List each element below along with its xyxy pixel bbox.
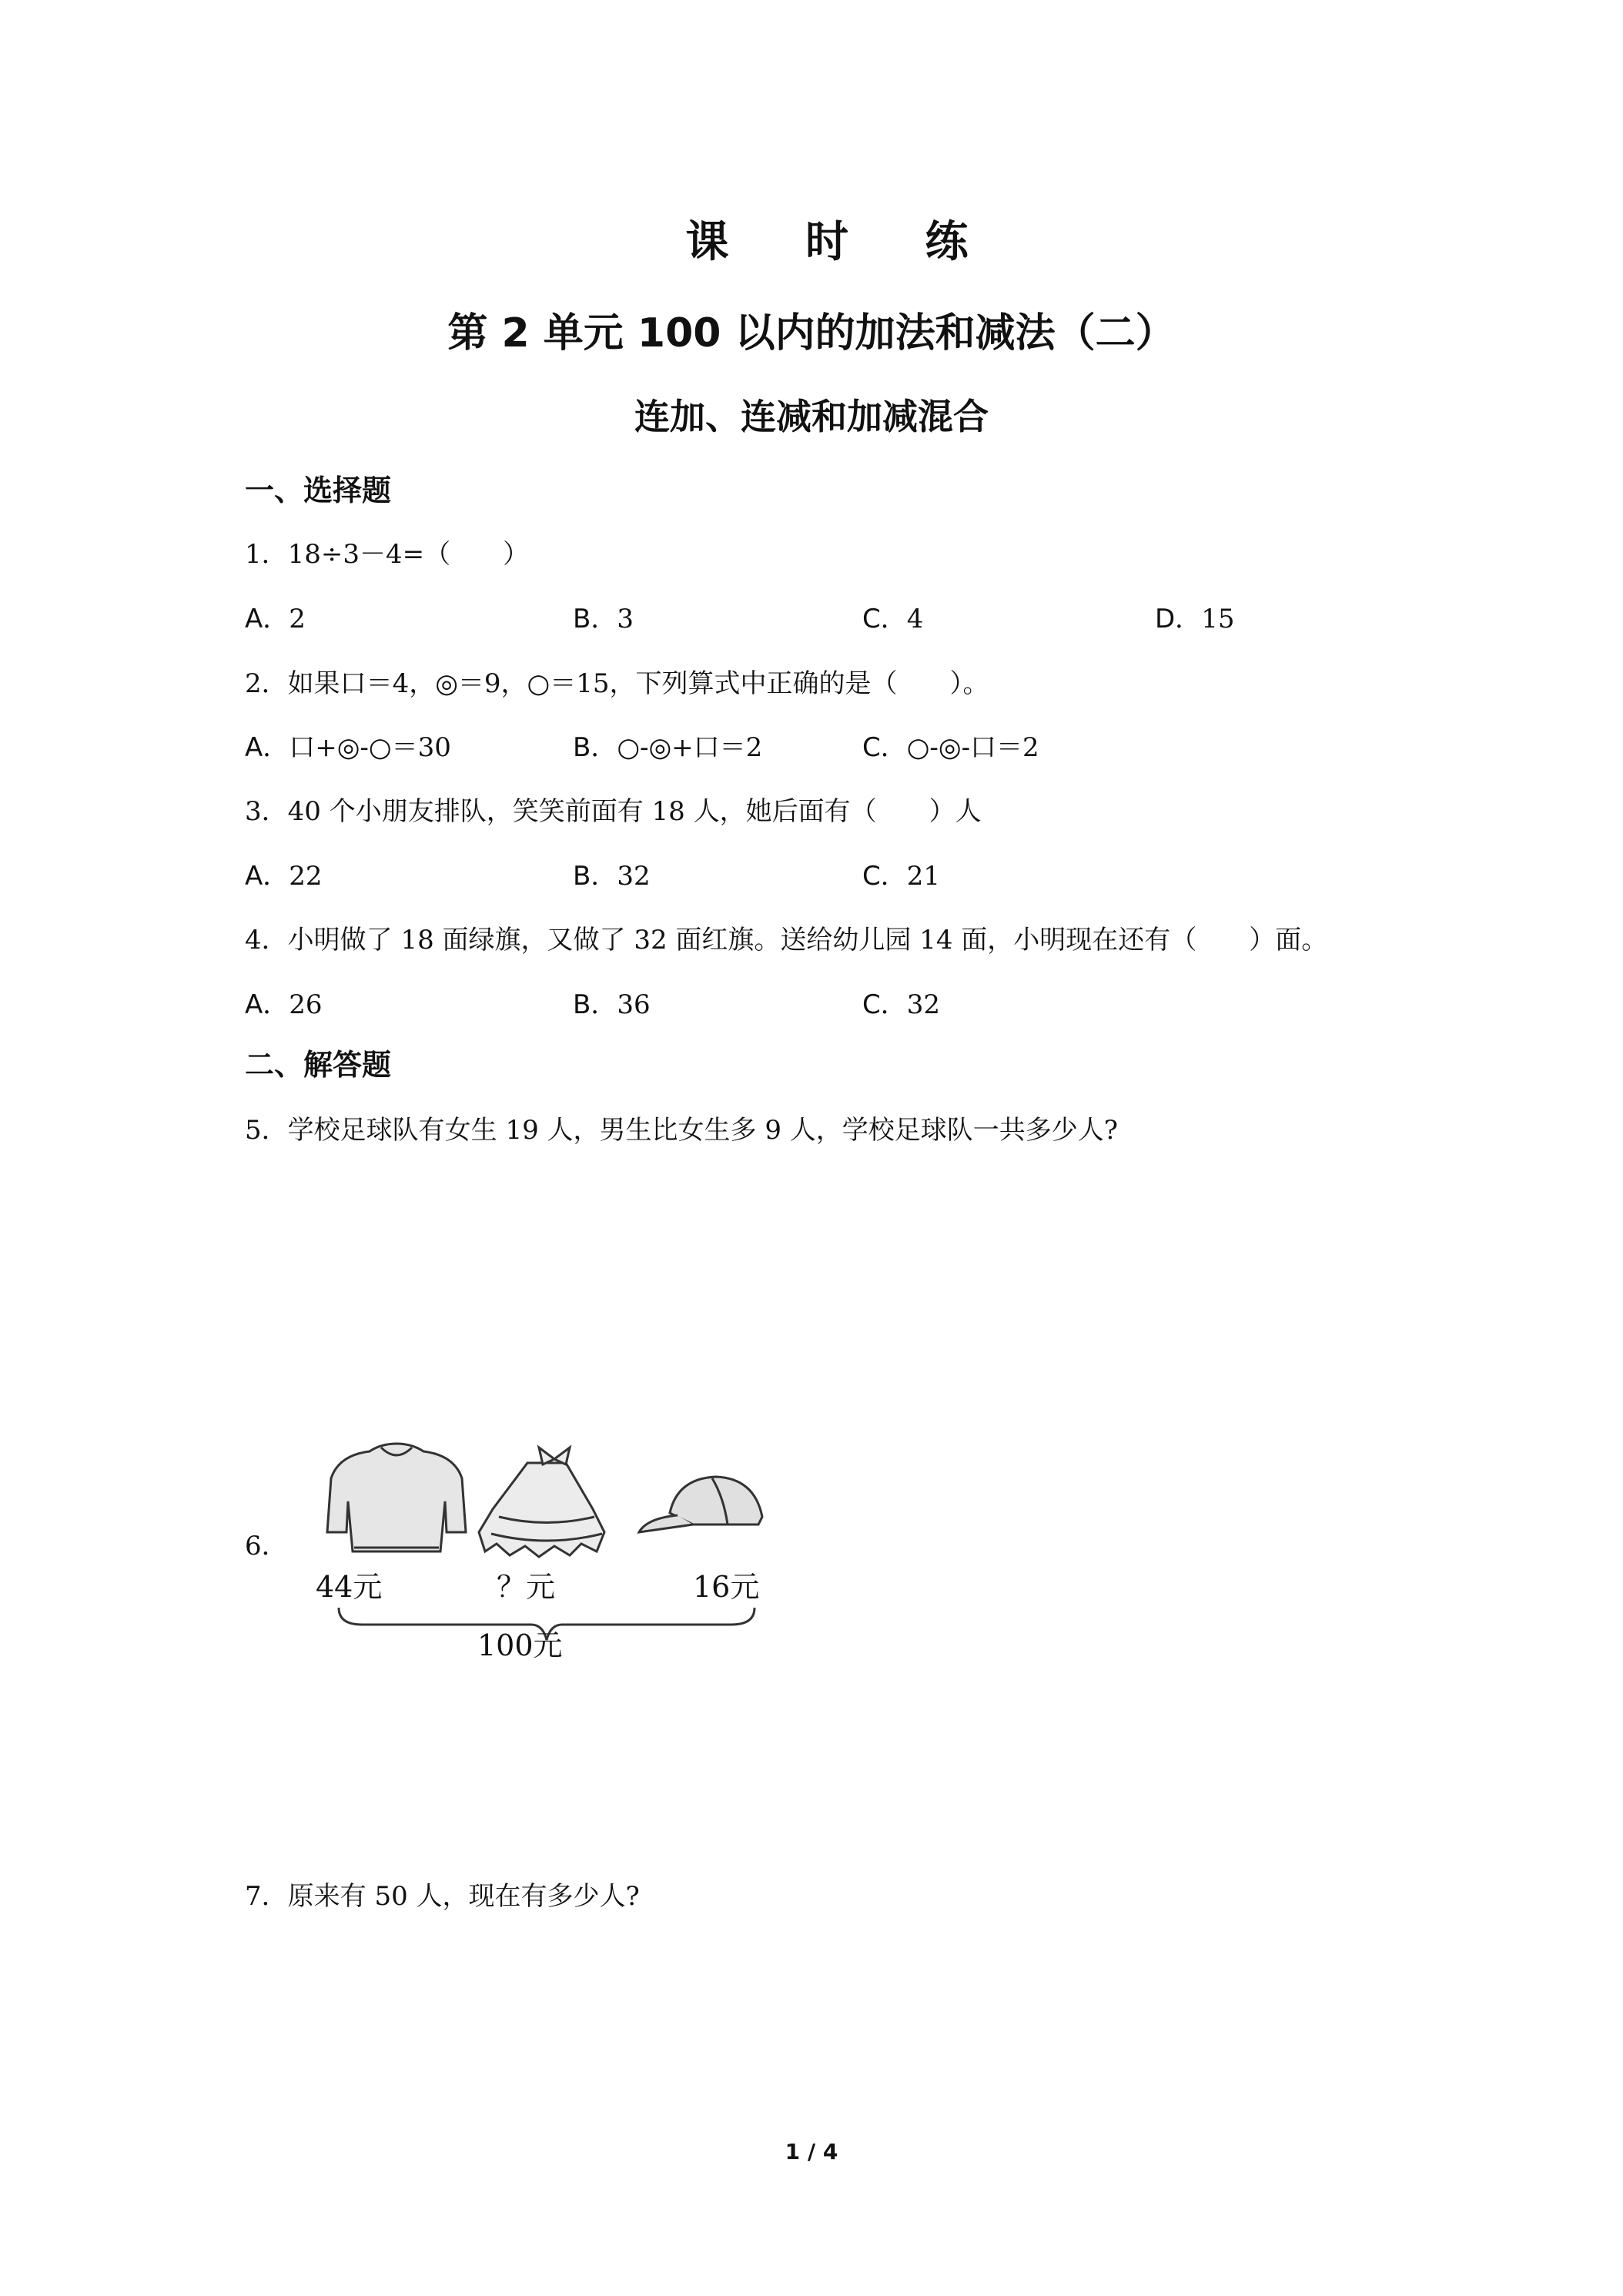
total-price: 100元 <box>477 1628 563 1662</box>
section-choice-heading: 一、选择题 <box>245 474 392 507</box>
question-2: 2．如果口＝4，◎＝9，○＝15，下列算式中正确的是（ ）。 <box>245 668 989 699</box>
section-answer-heading: 二、解答题 <box>245 1048 392 1082</box>
q1-option-c: C．4 <box>862 604 924 634</box>
worksheet-title: 课 时 练 <box>685 217 999 267</box>
q4-option-a: A．26 <box>245 989 323 1020</box>
q1-option-d: D．15 <box>1155 604 1235 634</box>
question-3: 3．40 个小朋友排队，笑笑前面有 18 人，她后面有（ ）人 <box>245 796 982 827</box>
cap-price: 16元 <box>693 1570 760 1604</box>
unit-title: 第 2 单元 100 以内的加法和减法（二） <box>447 310 1176 356</box>
skirt-icon <box>479 1448 604 1557</box>
question-6-number: 6． <box>245 1531 288 1561</box>
q2-option-a: A．口+◎-○＝30 <box>245 732 451 763</box>
question-7: 7．原来有 50 人，现在有多少人? <box>245 1881 640 1912</box>
question-1: 1．18÷3－4=（ ） <box>245 539 530 570</box>
q4-option-c: C．32 <box>862 989 941 1020</box>
q1-option-a: A．2 <box>245 604 306 634</box>
price-figure <box>308 1417 785 1663</box>
lesson-title: 连加、连减和加减混合 <box>634 396 989 437</box>
skirt-price: ？元 <box>497 1570 556 1604</box>
sweater-icon <box>327 1444 466 1551</box>
q3-option-b: B．32 <box>573 861 651 892</box>
question-5: 5．学校足球队有女生 19 人，男生比女生多 9 人，学校足球队一共多少人? <box>245 1115 1118 1146</box>
q2-option-b: B．○-◎+口＝2 <box>573 732 763 763</box>
page-number: 1 / 4 <box>785 2139 838 2164</box>
sweater-price: 44元 <box>316 1570 383 1604</box>
q3-option-c: C．21 <box>862 861 941 892</box>
q1-option-b: B．3 <box>573 604 634 634</box>
q2-option-c: C．○-◎-口＝2 <box>862 732 1039 763</box>
cap-icon <box>639 1477 762 1532</box>
q3-option-a: A．22 <box>245 861 323 892</box>
q4-option-b: B．36 <box>573 989 651 1020</box>
question-4: 4．小明做了 18 面绿旗，又做了 32 面红旗。送给幼儿园 14 面，小明现在还有（ ）面。 <box>245 925 1328 956</box>
